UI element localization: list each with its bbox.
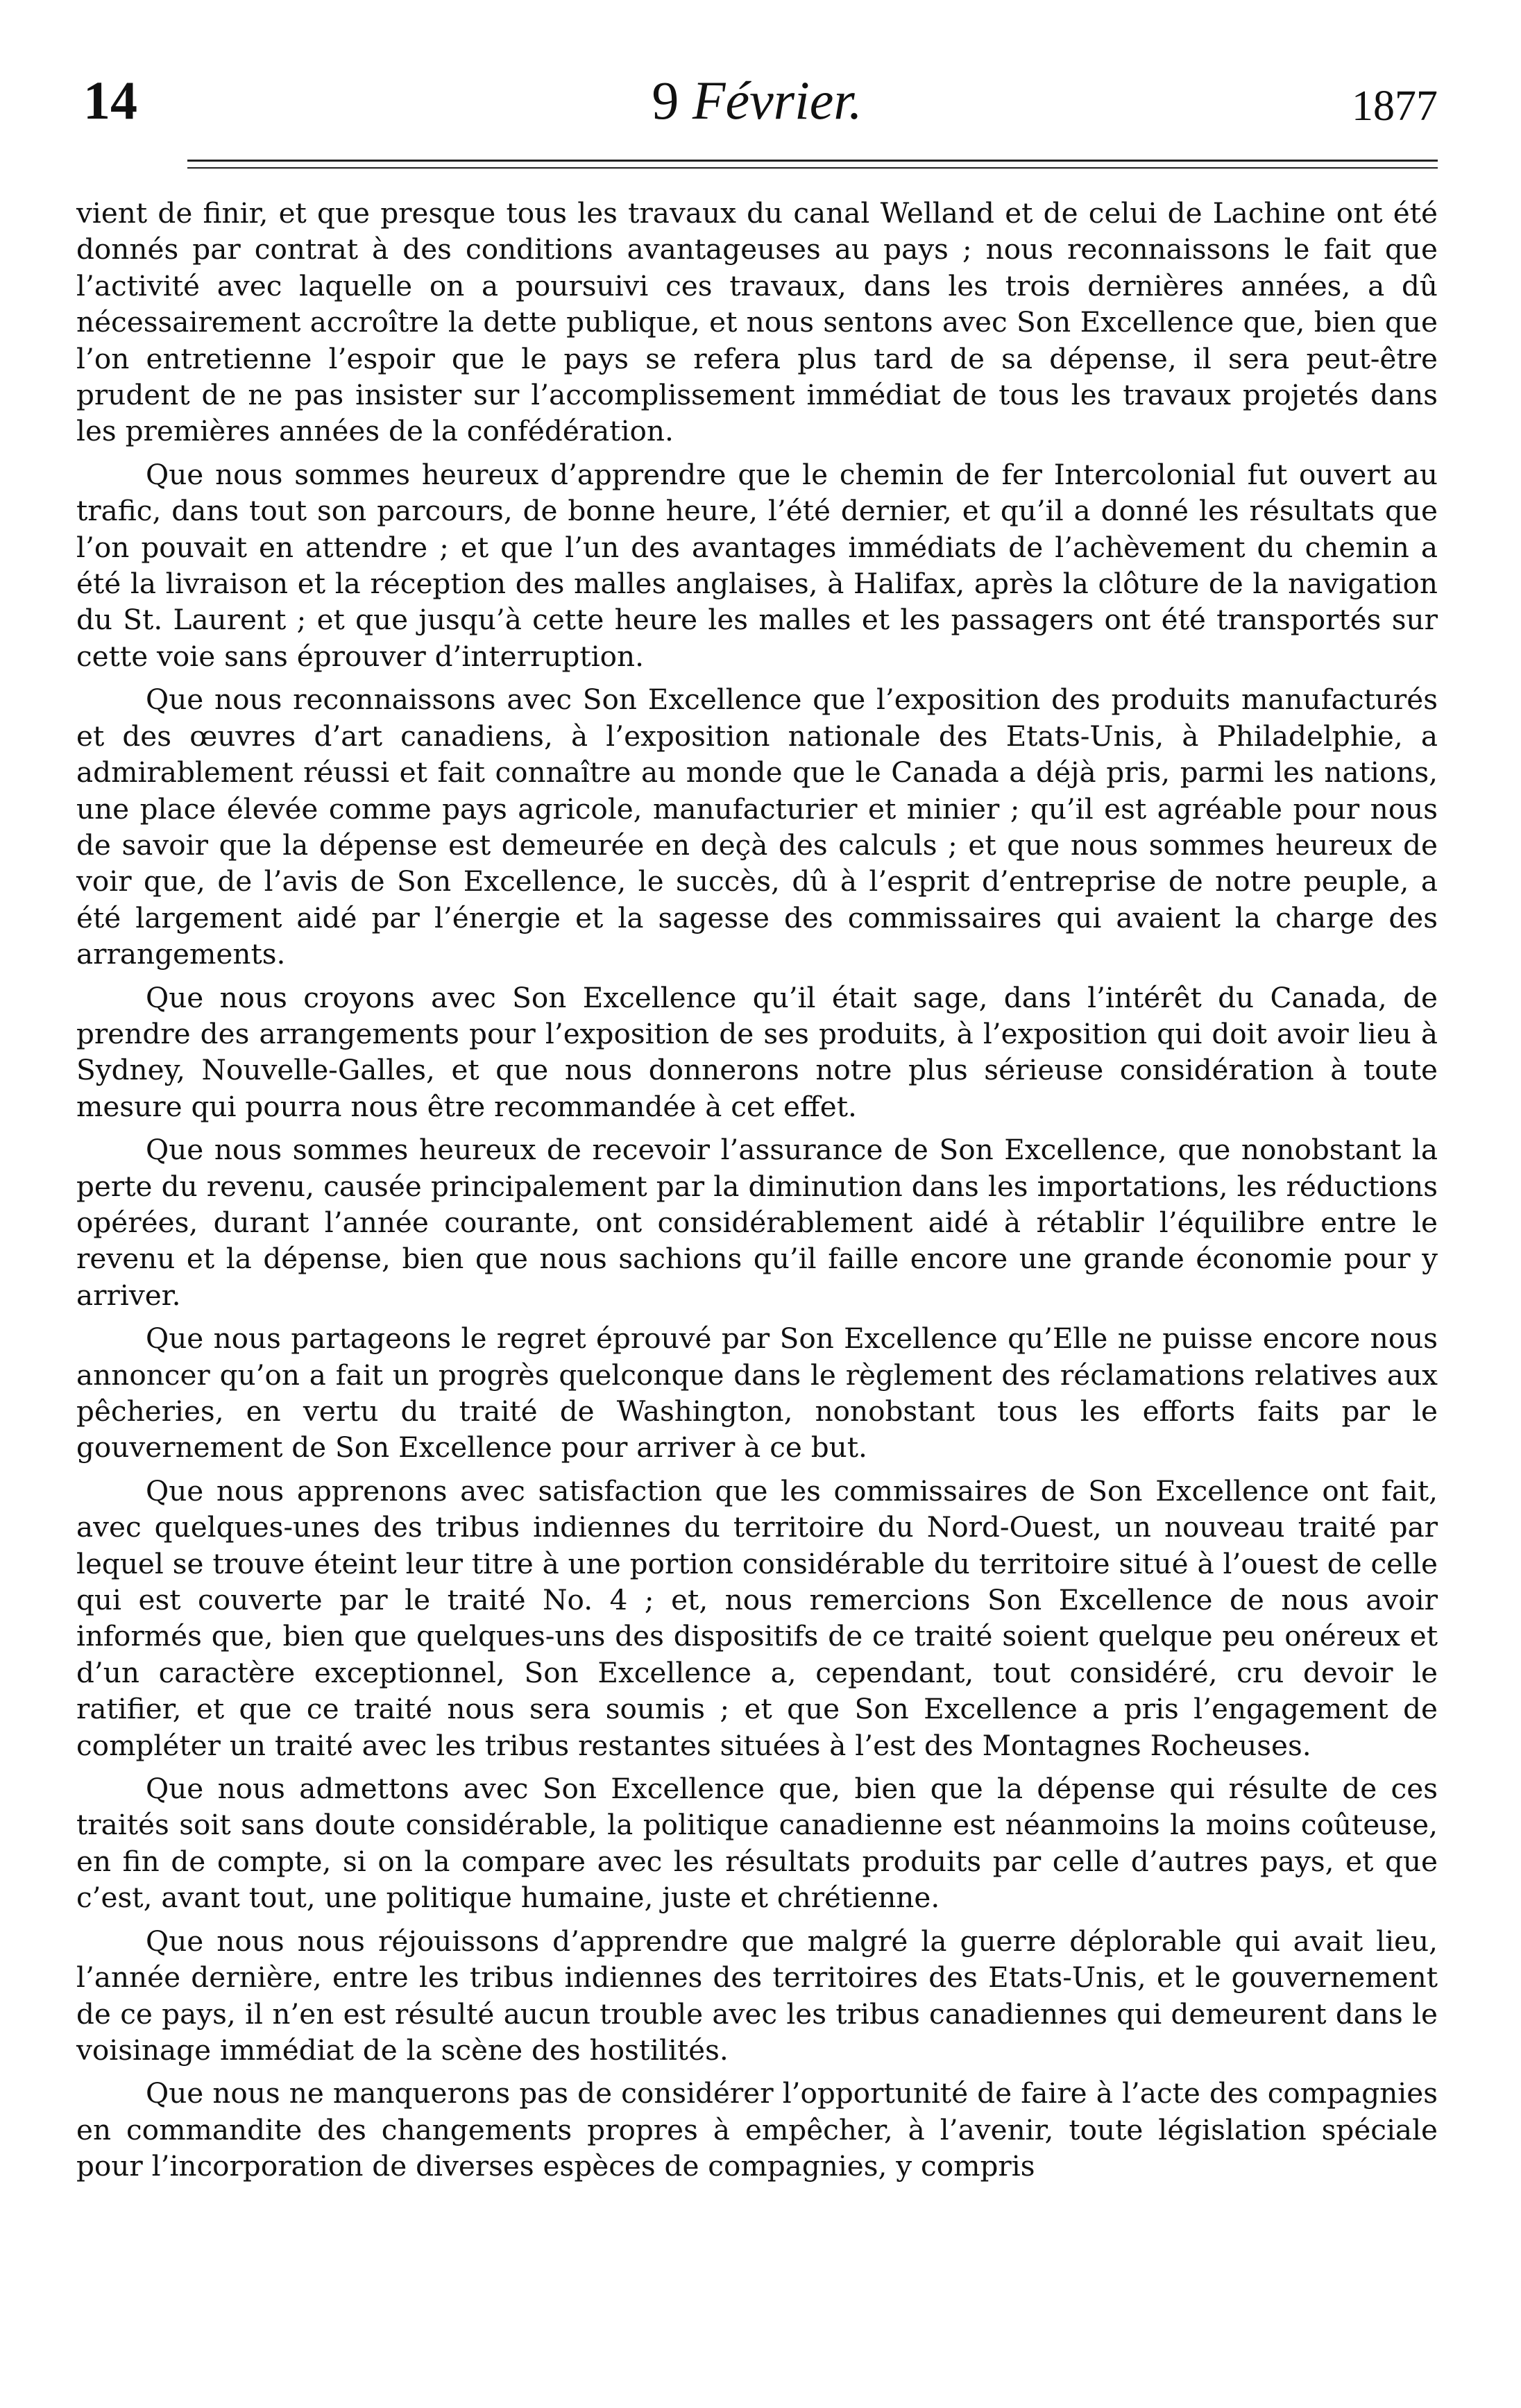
paragraph: Que nous nous réjouissons d’apprendre que malgré la guerre déplorable qui avait lieu, l’année dernière, entre les tribus indiennes des territoires des Etats-Unis, et le gouvernement de ce pays, il n’en est résulté aucun trouble avec les tribus canadiennes qui demeurent dans le voisinage immédiat de la scène des hostilités. (76, 1924, 1438, 2067)
paragraph: Que nous apprenons avec satisfaction que les commissaires de Son Excellence ont fait, avec quelques-unes des tribus indiennes du territoire du Nord-Ouest, un nouveau traité par lequel se trouve éteint leur titre à une portion considérable du territoire situé à l’ouest de celle qui est couverte par le traité No. 4 ; et, nous remercions Son Excellence de nous avoir informés que, bien que quelques-uns des dispositifs de ce traité soient quelque peu onéreux et d’un caractère exceptionnel, Son Excellence a, cependant, tout considéré, cru devoir le ratifier, et que ce traité nous sera soumis ; et que Son Excellence a pris l’engagement de compléter un traité avec les tribus restantes situées à l’est des Montagnes Rocheuses. (76, 1474, 1438, 1762)
page-header (76, 69, 1438, 153)
date-day: 9 (652, 70, 679, 130)
paragraph: vient de finir, et que presque tous les travaux du canal Welland et de celui de Lachine ont été donnés par contrat à des conditions avantageuses au pays ; nous reconnaissons le fait que l’activité avec laquelle on a poursuivi ces travaux, dans les trois dernières années, a dû nécessairement accroître la dette publique, et nous sentons avec Son Excellence que, bien que l’on entretienne l’espoir que le pays se refera plus tard de sa dépense, il sera peut-être prudent de ne pas insister sur l’accomplissement immédiat de tous les travaux projetés dans les premières années de la confédération. (76, 196, 1438, 448)
page-year: 1877 (1352, 83, 1438, 130)
page-date (76, 69, 1438, 132)
paragraph: Que nous reconnaissons avec Son Excellence que l’exposition des produits manufacturés et des œuvres d’art canadiens, à l’exposition nationale des Etats-Unis, à Philadelphie, a admirablement réussi et fait connaître au monde que le Canada a déjà pris, parmi les nations, une place élevée comme pays agricole, manufacturier et minier ; qu’il est agréable pour nous de savoir que la dépense est demeurée en deçà des calculs ; et que nous sommes heureux de voir que, de l’avis de Son Excellence, le succès, dû à l’esprit d’entreprise de notre peuple, a été largement aidé par l’énergie et la sagesse des commissaires qui avaient la charge des arrangements. (76, 683, 1438, 971)
paragraph: Que nous sommes heureux de recevoir l’assurance de Son Excellence, que nonobstant la perte du revenu, causée principalement par la diminution dans les importations, les réductions opérées, durant l’année courante, ont considérablement aidé à rétablir l’équilibre entre le revenu et la dépense, bien que nous sachions qu’il faille encore une grande économie pour y arriver. (76, 1133, 1438, 1312)
paragraph: Que nous ne manquerons pas de considérer l’opportunité de faire à l’acte des compagnies en commandite des changements propres à empêcher, à l’avenir, toute législation spéciale pour l’incorporation de diverses espèces de compagnies, y compris (76, 2076, 1438, 2183)
body-text (76, 195, 1438, 2185)
paragraph: Que nous partageons le regret éprouvé par Son Excellence qu’Elle ne puisse encore nous annoncer qu’on a fait un progrès quelconque dans le règlement des réclamations relatives aux pêcheries, en vertu du traité de Washington, nonobstant tous les efforts faits par le gouvernement de Son Excellence pour arriver à ce but. (76, 1322, 1438, 1465)
date-month: Février. (692, 70, 863, 130)
paragraph: Que nous sommes heureux d’apprendre que le chemin de fer Intercolonial fut ouvert au trafic, dans tout son parcours, de bonne heure, l’été dernier, et qu’il a donné les résultats que l’on pouvait en attendre ; et que l’un des avantages immédiats de l’achèvement du chemin a été la livraison et la réception des malles anglaises, à Halifax, après la clôture de la navigation du St. Laurent ; et que jusqu’à cette heure les malles et les passagers ont été transportés sur cette voie sans éprouver d’interruption. (76, 457, 1438, 673)
header-rule (187, 160, 1438, 169)
paragraph: Que nous admettons avec Son Excellence que, bien que la dépense qui résulte de ces traités soit sans doute considérable, la politique canadienne est néanmoins la moins coûteuse, en fin de compte, si on la compare avec les résultats produits par celle d’autres pays, et que c’est, avant tout, une politique humaine, juste et chrétienne. (76, 1772, 1438, 1915)
page-number: 14 (83, 70, 137, 130)
paragraph: Que nous croyons avec Son Excellence qu’il était sage, dans l’intérêt du Canada, de prendre des arrangements pour l’exposition de ses produits, à l’exposition qui doit avoir lieu à Sydney, Nouvelle-Galles, et que nous donnerons notre plus sérieuse considération à toute mesure qui pourra nous être recommandée à cet effet. (76, 980, 1438, 1123)
